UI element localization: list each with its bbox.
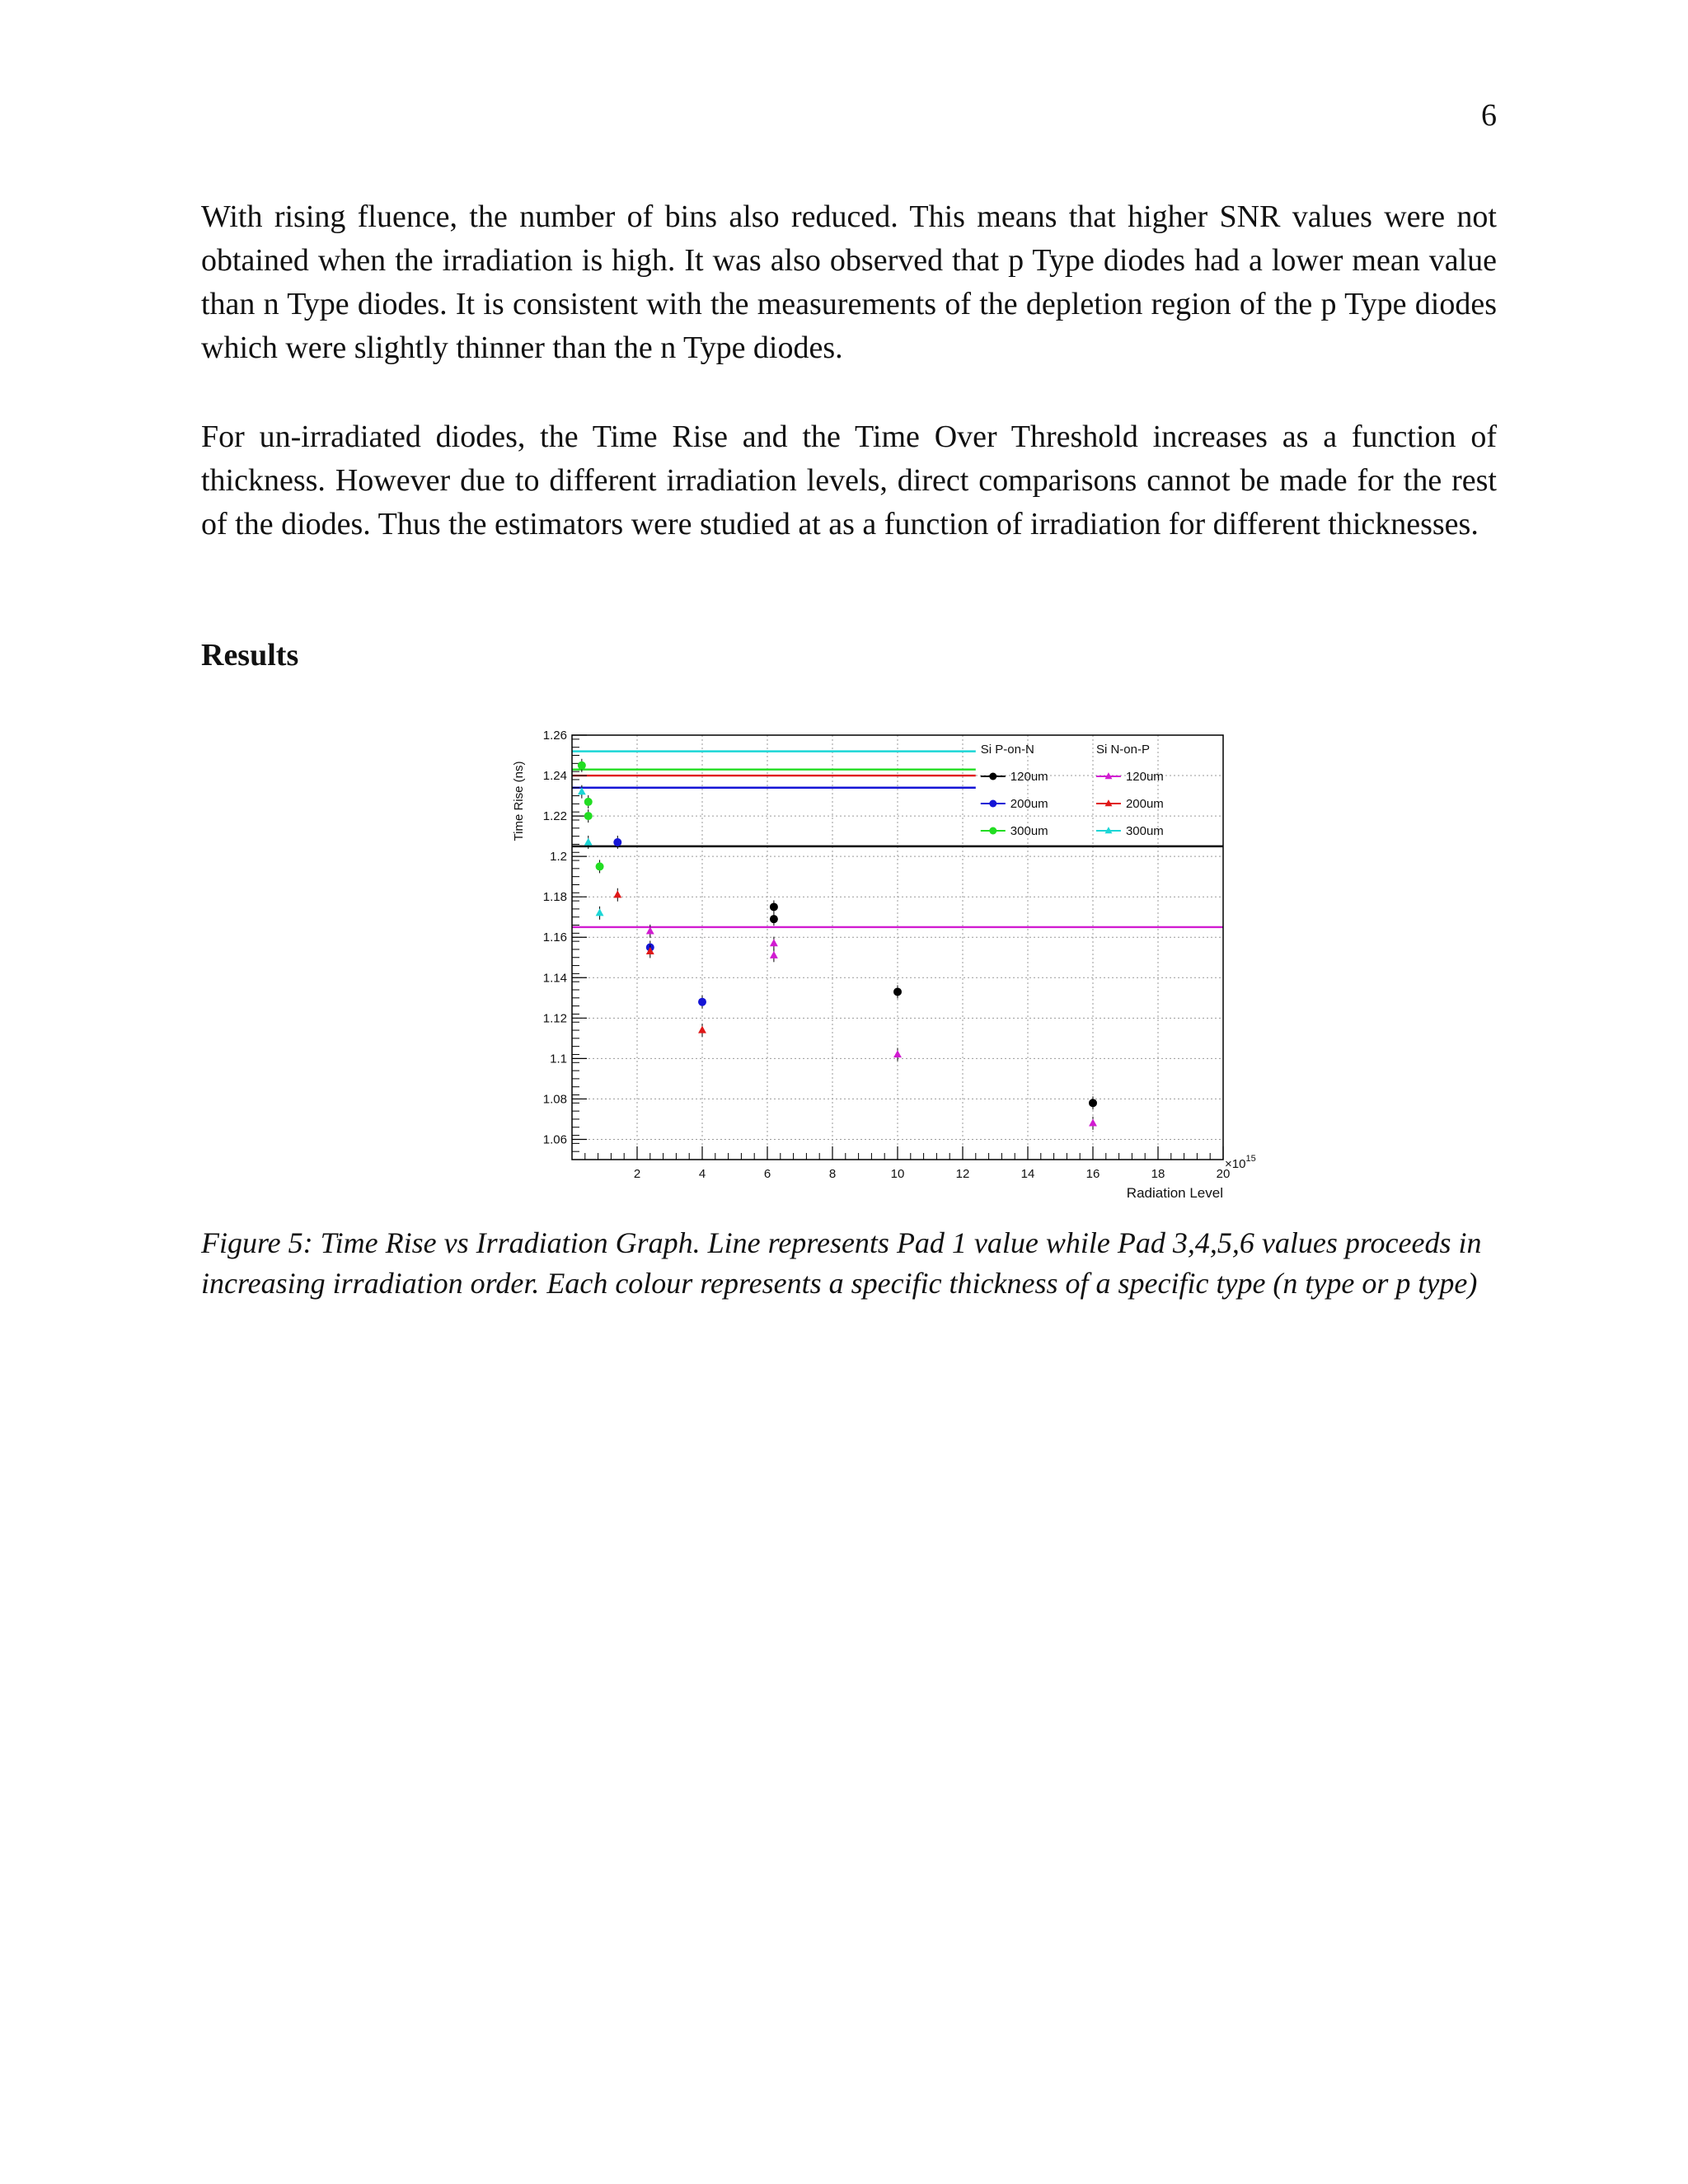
- x-tick-label: 18: [1151, 1167, 1165, 1181]
- legend-marker: [989, 773, 996, 780]
- x-tick-label: 14: [1020, 1167, 1035, 1181]
- y-tick-label: 1.08: [542, 1092, 567, 1107]
- y-tick-label: 1.24: [542, 769, 567, 784]
- data-point: [770, 939, 778, 946]
- data-point: [893, 987, 902, 996]
- paragraph-2: For un-irradiated diodes, the Time Rise and the Time Over Threshold increases as a function of thickness. However due to different irradiation levels, direct comparisons cannot be made for the rest of the diodes. Thus the estimators were studied at as a function of irradiation for different thicknesses.: [201, 419, 1497, 541]
- y-tick-label: 1.26: [542, 729, 567, 743]
- x-axis-label: Radiation Level: [1126, 1185, 1223, 1201]
- x-tick-label: 10: [890, 1167, 905, 1181]
- data-point: [770, 902, 778, 911]
- figure-caption: Figure 5: Time Rise vs Irradiation Graph. Line represents Pad 1 value while Pad 3,4,5,6 values proceeds in increasing irradiation order. Each colour represents a specific thickness of a specific type (n type or p type): [201, 1226, 1482, 1300]
- y-tick-label: 1.12: [542, 1011, 567, 1026]
- y-tick-label: 1.2: [550, 850, 567, 865]
- data-point: [698, 1026, 706, 1033]
- data-point: [613, 890, 621, 898]
- y-tick-label: 1.06: [542, 1132, 567, 1147]
- data-point: [770, 951, 778, 958]
- legend-group-title: Si P-on-N: [980, 743, 1034, 757]
- legend-label: 300um: [1010, 824, 1048, 838]
- x-tick-label: 16: [1085, 1167, 1100, 1181]
- x-tick-label: 8: [828, 1167, 837, 1181]
- data-point: [596, 862, 604, 870]
- x-multiplier-base: ×10: [1225, 1157, 1246, 1171]
- data-point: [893, 1050, 902, 1057]
- legend-label: 200um: [1010, 797, 1048, 811]
- data-point: [1089, 1118, 1097, 1126]
- y-tick-label: 1.22: [542, 809, 567, 824]
- data-point: [698, 998, 706, 1006]
- legend-marker: [989, 800, 996, 808]
- data-point: [596, 908, 604, 916]
- data-point: [578, 762, 586, 770]
- data-points: [578, 759, 1097, 1130]
- data-point: [584, 838, 593, 846]
- legend-label: 200um: [1125, 797, 1164, 811]
- data-point: [1089, 1099, 1097, 1107]
- legend-group-title: Si N-on-P: [1095, 743, 1150, 757]
- y-tick-label: 1.14: [542, 971, 567, 986]
- section-heading: Results: [201, 638, 299, 673]
- y-axis-label: Time Rise (ns): [512, 761, 526, 841]
- x-tick-label: 4: [698, 1167, 706, 1181]
- y-tick-label: 1.18: [542, 890, 567, 905]
- paragraph-1: With rising fluence, the number of bins also reduced. This means that higher SNR values were not obtained when the irradiation is high. It was also observed that p Type diodes had a lower mean value than n Type diodes. It is consistent with the measurements of the depletion region of the p Type diodes which were slightly thinner than the n Type diodes.: [201, 199, 1497, 365]
- data-point: [613, 838, 621, 846]
- x-multiplier-exp: 15: [1245, 1154, 1256, 1164]
- legend-label: 300um: [1125, 824, 1164, 838]
- page-number: 6: [1481, 98, 1497, 133]
- legend-marker: [989, 827, 996, 835]
- data-point: [584, 812, 593, 820]
- y-tick-label: 1.16: [542, 930, 567, 945]
- x-tick-label: 2: [633, 1167, 641, 1181]
- x-multiplier: [1225, 1154, 1256, 1171]
- legend-label: 120um: [1125, 770, 1164, 784]
- time-rise-chart: [503, 719, 1256, 1213]
- data-point: [770, 915, 778, 923]
- y-tick-label: 1.1: [550, 1052, 567, 1066]
- x-tick-label: 20: [1216, 1167, 1231, 1181]
- x-tick-label: 6: [763, 1167, 771, 1181]
- legend-label: 120um: [1010, 770, 1048, 784]
- chart-legend: [981, 743, 1164, 838]
- data-point: [584, 798, 593, 806]
- x-tick-label: 12: [955, 1167, 970, 1181]
